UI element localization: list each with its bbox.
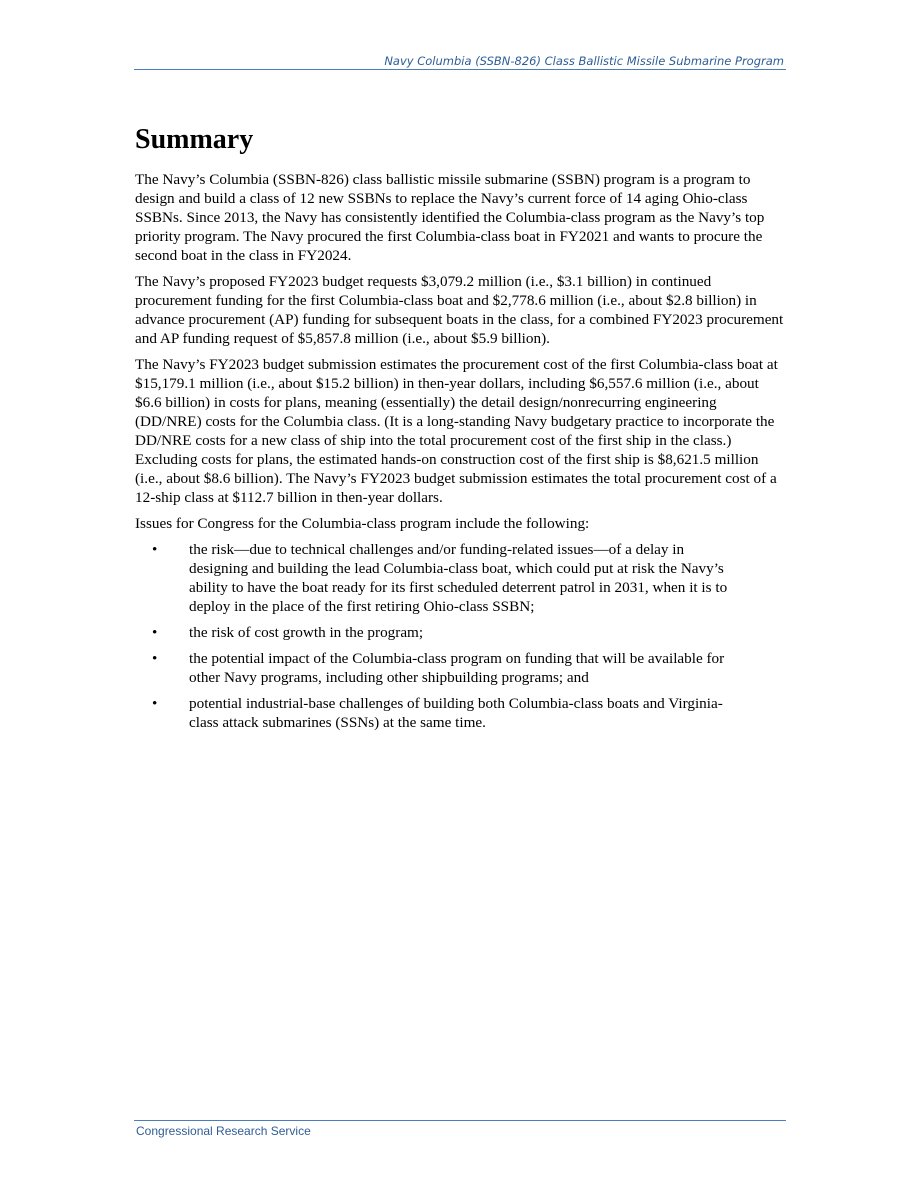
- bullet-icon: •: [152, 695, 158, 712]
- bullet-icon: •: [152, 541, 158, 558]
- issues-list-item-text: the risk—due to technical challenges and/or funding-related issues—of a delay in designing and building the lead Columbia-class boat, which could put at risk the Navy’s ability to have the boat ready for its first scheduled deterrent patrol in 2031, when it is to deploy in the place of the first retiring Ohio-class SSBN;: [189, 541, 728, 615]
- section-heading: Summary: [135, 124, 254, 155]
- issues-list-item-1: [135, 540, 734, 616]
- bullet-icon: •: [152, 650, 158, 667]
- footer-organization: Congressional Research Service: [136, 1124, 311, 1138]
- issues-list-item-4: [135, 694, 734, 732]
- issues-list-item-3: [135, 649, 734, 687]
- summary-paragraph-1: The Navy’s Columbia (SSBN-826) class ballistic missile submarine (SSBN) program is a program to design and build a class of 12 new SSBNs to replace the Navy’s current force of 14 aging Ohio-class SSBNs. Since 2013, the Navy has consistently identified the Columbia-class program as the Navy’s top priority program. The Navy procured the first Columbia-class boat in FY2021 and wants to procure the second boat in the class in FY2024.: [135, 171, 765, 264]
- issues-list-item-2: [135, 623, 734, 642]
- summary-section: [135, 122, 785, 739]
- running-header-title: Navy Columbia (SSBN-826) Class Ballistic Missile Submarine Program: [384, 54, 784, 68]
- issues-list-item-text: the risk of cost growth in the program;: [189, 624, 424, 641]
- summary-paragraph-3: The Navy’s FY2023 budget submission estimates the procurement cost of the first Columbia-class boat at $15,179.1 million (i.e., about $15.2 billion) in then-year dollars, including $6,557.6 million (i.e., about $6.6 billion) in costs for plans, meaning (essentially) the detail design/nonrecurring engineering (DD/NRE) costs for the Columbia class. (It is a long-standing Navy budgetary practice to incorporate the DD/NRE costs for a new class of ship into the total procurement cost of the first ship in the class.) Excluding costs for plans, the estimated hands-on construction cost of the first ship is $8,621.5 million (i.e., about $8.6 billion). The Navy’s FY2023 budget submission estimates the total procurement cost of a 12-ship class at $112.7 billion in then-year dollars.: [135, 356, 778, 506]
- issues-list: [135, 540, 785, 732]
- summary-paragraph-4: Issues for Congress for the Columbia-class program include the following:: [135, 515, 590, 532]
- summary-paragraph-2: The Navy’s proposed FY2023 budget requests $3,079.2 million (i.e., $3.1 billion) in continued procurement funding for the first Columbia-class boat and $2,778.6 million (i.e., about $2.8 billion) in advance procurement (AP) funding for subsequent boats in the class, for a combined FY2023 procurement and AP funding request of $5,857.8 million (i.e., about $5.9 billion).: [135, 273, 784, 347]
- running-header: [134, 54, 786, 70]
- bullet-icon: •: [152, 624, 158, 641]
- running-footer: [134, 1120, 786, 1139]
- issues-list-item-text: the potential impact of the Columbia-class program on funding that will be available for other Navy programs, including other shipbuilding programs; and: [189, 650, 725, 686]
- issues-list-item-text: potential industrial-base challenges of building both Columbia-class boats and Virginia-class attack submarines (SSNs) at the same time.: [189, 695, 723, 731]
